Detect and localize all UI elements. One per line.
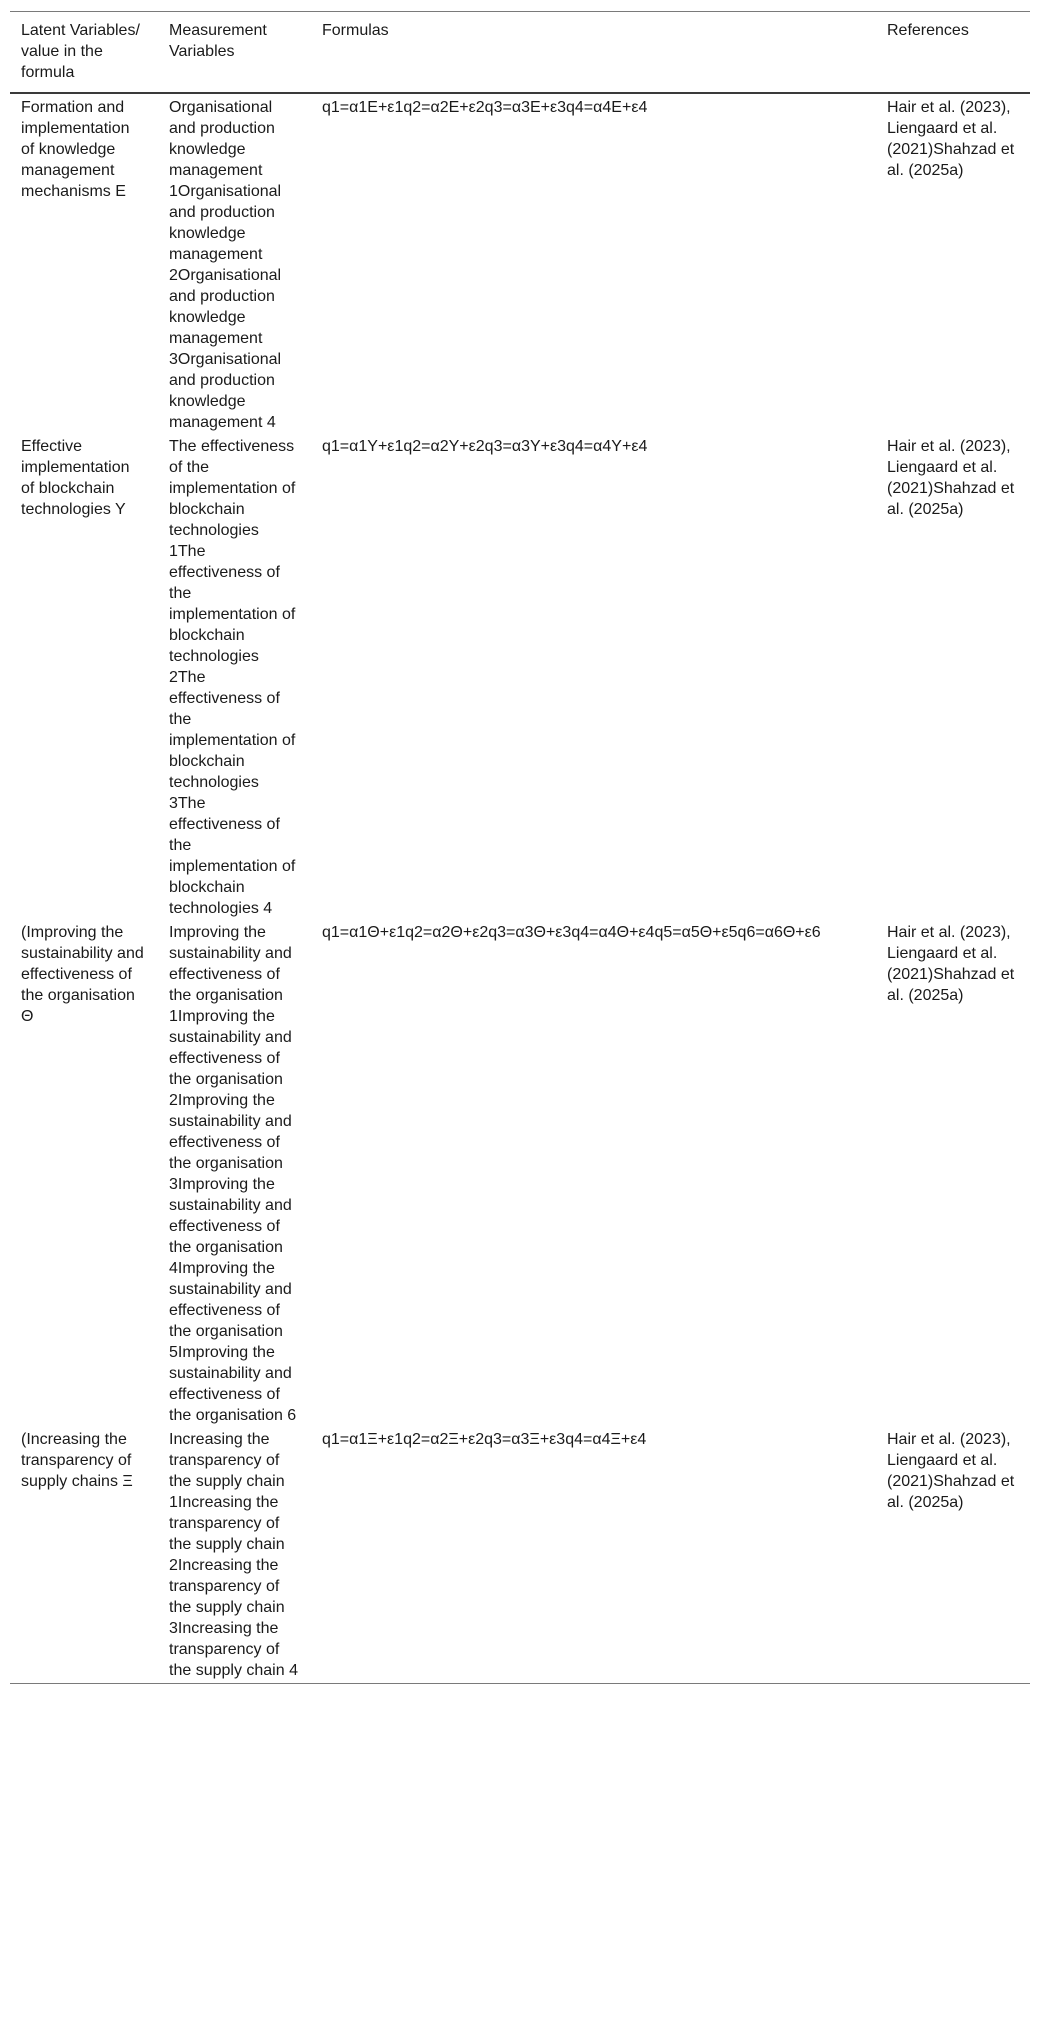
- cell-measurement-variables: Increasing the transparency of the supply chain 1Increasing the transparency of the supply chain 2Increasing the transparency of the supply chain 3Increasing the transparency of the supply chain 4: [158, 1426, 311, 1684]
- header-formulas: Formulas: [311, 12, 876, 94]
- table-row: [10, 1426, 1030, 1684]
- cell-latent-variable: Formation and implementation of knowledge management mechanisms E: [21, 99, 130, 200]
- header-latent-variables: Latent Variables/ value in the formula: [10, 12, 158, 94]
- cell-latent-variable: (Improving the sustainability and effectiveness of the organisation Θ: [21, 924, 144, 1025]
- cell-formula: q1=α1Θ+ε1q2=α2Θ+ε2q3=α3Θ+ε3q4=α4Θ+ε4q5=α5Θ+ε5q6=α6Θ+ε6: [322, 924, 821, 941]
- cell-measurement-variables: Organisational and production knowledge management 1Organisational and production knowledge management 2Organisational and production knowledge management 3Organisational and production knowledge management 4: [169, 99, 282, 431]
- cell-references: Hair et al. (2023), Liengaard et al. (2021)Shahzad et al. (2025a): [887, 99, 1015, 179]
- cell-references: Hair et al. (2023), Liengaard et al. (2021)Shahzad et al. (2025a): [887, 438, 1015, 518]
- cell-measurement-variables: Improving the sustainability and effectiveness of the organisation 1Improving the sustainability and effectiveness of the organisation 2Improving the sustainability and effectiveness of the organisation 3Improving the sustainability and effectiveness of the organisation 4Improving the sustainability and effectiveness of the organisation 5Improving the sustainability and effectiveness of the organisation 6: [169, 924, 297, 1424]
- header-row: [10, 12, 1030, 94]
- header-references: References: [876, 12, 1030, 94]
- cell-formula: q1=α1Ξ+ε1q2=α2Ξ+ε2q3=α3Ξ+ε3q4=α4Ξ+ε4: [311, 1426, 876, 1684]
- cell-references: Hair et al. (2023), Liengaard et al. (2021)Shahzad et al. (2025a): [876, 1426, 1030, 1684]
- table-body: [10, 93, 1030, 1684]
- header-measurement-variables: Measurement Variables: [158, 12, 311, 94]
- cell-latent-variable: (Increasing the transparency of supply chains Ξ: [10, 1426, 158, 1684]
- cell-formula: q1=α1E+ε1q2=α2E+ε2q3=α3E+ε3q4=α4E+ε4: [322, 99, 648, 116]
- cell-measurement-variables: The effectiveness of the implementation of blockchain technologies 1The effectiveness of the implementation of blockchain technologies 2The effectiveness of the implementation of blockchain technologies 3The effectiveness of the implementation of blockchain technologies 4: [169, 438, 296, 917]
- cell-formula: q1=α1Y+ε1q2=α2Y+ε2q3=α3Y+ε3q4=α4Y+ε4: [322, 438, 648, 455]
- table-row: [10, 919, 1030, 1426]
- cell-references: Hair et al. (2023), Liengaard et al. (2021)Shahzad et al. (2025a): [887, 924, 1015, 1004]
- table-row: [10, 93, 1030, 433]
- table-header: [10, 12, 1030, 94]
- table-row: [10, 433, 1030, 919]
- measurement-model-table: [10, 11, 1030, 1684]
- cell-latent-variable: Effective implementation of blockchain technologies Y: [21, 438, 130, 518]
